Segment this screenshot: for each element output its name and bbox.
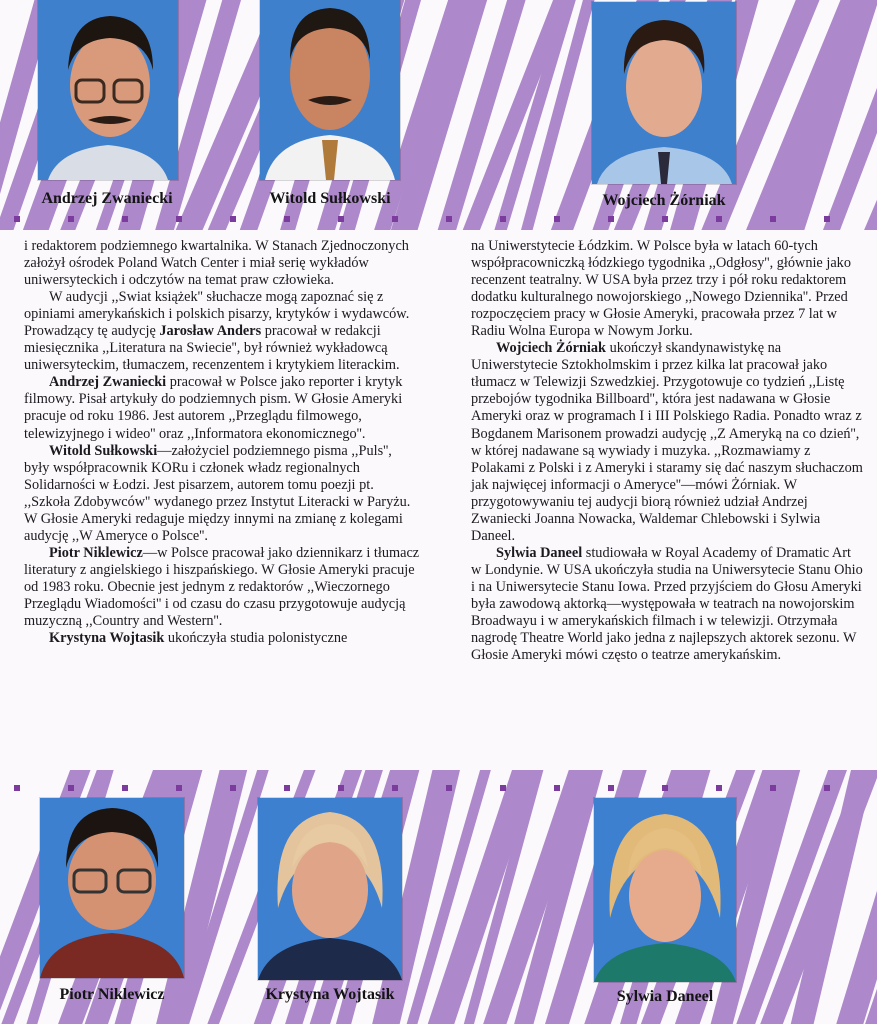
divider-dot bbox=[392, 785, 398, 791]
paragraph: W audycji ,,Swiat książek'' słuchacze mogą zapoznać się z opiniami amerykańskich i polskich pisarzy, krytyków i wydawców. Prowadzący tę audycję Jarosław Anders pracował w redakcji miesięcznika ,,Literatura na Swiecie'', był również wykładowcą uniwersyteckim, tłumaczem, recenzentem i krytykiem literackim. bbox=[24, 289, 410, 374]
caption-witold-sulkowski: Witold Sułkowski bbox=[269, 190, 391, 207]
person-name: Sylwia Daneel bbox=[496, 544, 583, 561]
divider-dot bbox=[122, 785, 128, 791]
divider-dots-top bbox=[0, 216, 877, 226]
paragraph: Krystyna Wojtasik ukończyła studia polonistyczne bbox=[49, 630, 348, 647]
divider-dot bbox=[824, 216, 830, 222]
divider-dot bbox=[284, 216, 290, 222]
divider-dot bbox=[662, 216, 668, 222]
photo-witold-sulkowski bbox=[260, 0, 400, 180]
divider-dot bbox=[770, 785, 776, 791]
paragraph: i redaktorem podziemnego kwartalnika. W Stanach Zjednoczonych założył ośrodek Poland Watch Center i miał serię wykładów uniwersyteckich i odczytów na temat praw człowieka. bbox=[24, 238, 409, 289]
divider-dot bbox=[608, 785, 614, 791]
divider-dot bbox=[500, 216, 506, 222]
paragraph: Piotr Niklewicz—w Polsce pracował jako dziennikarz i tłumacz literatury z angielskiego i hiszpańskiego. W Głosie Ameryki pracuje od 1983 roku. Obecnie jest jednym z redaktorów ,,Wieczornego Przeglądu Wiadomości'' i od czasu do czasu przygotowuje audycją muzyczną ,,Country and Western''. bbox=[24, 544, 420, 630]
caption-andrzej-zwaniecki: Andrzej Zwaniecki bbox=[41, 190, 173, 207]
divider-dot bbox=[176, 785, 182, 791]
paragraph: Sylwia Daneel studiowała w Royal Academy of Dramatic Art w Londynie. W USA ukończyła studia na Uniwersytecie Stanu Ohio i na Uniwersytecie Stanu Iowa. Przed przyjściem do Głosu Ameryki była zawodową aktorką—występowała w teatrach na nowojorskim Broadwayu i w amerykańskich filmach i w telewizji. Otrzymała nagrodę Theatre World jako jedna z najlepszych aktorek sezonu. W Głosie Ameryki mówi często o teatrze amerykańskim. bbox=[471, 544, 863, 664]
divider-dot bbox=[14, 785, 20, 791]
divider-dot bbox=[446, 216, 452, 222]
person-name: Krystyna Wojtasik bbox=[49, 630, 165, 647]
divider-dot bbox=[770, 216, 776, 222]
divider-dot bbox=[554, 216, 560, 222]
divider-dot bbox=[122, 216, 128, 222]
divider-dot bbox=[716, 216, 722, 222]
article-left-column bbox=[24, 238, 420, 647]
divider-dots-bottom bbox=[0, 785, 877, 795]
caption-piotr-niklewicz: Piotr Niklewicz bbox=[59, 986, 165, 1003]
photo-wojciech-zorniak bbox=[592, 2, 736, 184]
person-name: Andrzej Zwaniecki bbox=[49, 374, 167, 391]
person-name: Witold Sułkowski bbox=[49, 442, 158, 459]
divider-dot bbox=[14, 216, 20, 222]
paragraph: Andrzej Zwaniecki pracował w Polsce jako reporter i krytyk filmowy. Pisał artykuły do podziemnych pism. W Głosie Ameryki pracuje od roku 1986. Jest autorem ,,Przeglądu filmowego, telewizyjnego i wideo'' oraz ,,Informatora ekonomicznego''. bbox=[24, 374, 403, 442]
divider-dot bbox=[716, 785, 722, 791]
divider-dot bbox=[338, 785, 344, 791]
photo-sylwia-daneel bbox=[594, 798, 736, 982]
divider-dot bbox=[446, 785, 452, 791]
article-right-column bbox=[471, 238, 863, 664]
caption-wojciech-zorniak: Wojciech Żórniak bbox=[602, 192, 726, 209]
person-name: Piotr Niklewicz bbox=[49, 544, 143, 561]
caption-krystyna-wojtasik: Krystyna Wojtasik bbox=[265, 986, 395, 1003]
divider-dot bbox=[338, 216, 344, 222]
photo-andrzej-zwaniecki bbox=[38, 0, 178, 180]
divider-dot bbox=[284, 785, 290, 791]
divider-dot bbox=[68, 216, 74, 222]
paragraph: na Uniwerstytecie Łódzkim. W Polsce była w latach 60-tych współpracowniczką łódzkiego tygodnika ,,Odgłosy'', głównie jako recenzent teatralny. W USA była przez trzy i pół roku redaktorem dodatku kulturalnego nowojorskiego ,,Nowego Dziennika''. Przed rozpoczęciem pracy w Głosie Ameryki, pracowała przez 7 lat w Radiu Wolna Europa w Nowym Jorku. bbox=[471, 238, 851, 340]
divider-dot bbox=[230, 216, 236, 222]
caption-sylwia-daneel: Sylwia Daneel bbox=[616, 988, 714, 1005]
divider-dot bbox=[68, 785, 74, 791]
divider-dot bbox=[230, 785, 236, 791]
photo-piotr-niklewicz bbox=[40, 798, 184, 978]
divider-dot bbox=[176, 216, 182, 222]
paragraph: Witold Sułkowski—założyciel podziemnego pisma ,,Puls'', były współpracownik KORu i członek władz regionalnych Solidarności w Łodzi. Jest pisarzem, autorem tomu poezji pt. ,,Szkoła Zdobywców'' wydanego przez Instytut Literacki w Paryżu. W Głosie Ameryki redaguje między innymi na zmianę z kolegami audycję ,,W Ameryce o Polsce''. bbox=[24, 442, 411, 544]
person-name: Wojciech Żórniak bbox=[496, 340, 607, 357]
divider-dot bbox=[392, 216, 398, 222]
divider-dot bbox=[500, 785, 506, 791]
divider-dot bbox=[554, 785, 560, 791]
divider-dot bbox=[662, 785, 668, 791]
photo-krystyna-wojtasik bbox=[258, 798, 402, 980]
person-name: Jarosław Anders bbox=[159, 323, 262, 340]
divider-dot bbox=[608, 216, 614, 222]
paragraph: Wojciech Żórniak ukończył skandynawistykę na Uniwerstytecie Sztokholmskim i przez kilka lat pracował jako tłumacz w Telewizji Szwedzkiej. Przygotowuje co tydzień ,,Listę przebojów tygodnika Billboard'', która jest nadawana w Głosie Ameryki oraz w programach I i III Polskiego Radia. Ponadto wraz z Bogdanem Marisonem prowadzi audycję ,,Z Ameryką na co dzień'', w której nadawane są wywiady i muzyka. ,,Rozmawiamy z Polakami z Polski i z Ameryki i staramy się dać naszym słuchaczom jak najwięcej informacji o Ameryce''—mówi Żórniak. W przygotowywaniu tej audycji biorą również udział Andrzej Zwaniecki Joanna Nowacka, Waldemar Chlebowski i Sylwia Daneel. bbox=[471, 340, 863, 544]
divider-dot bbox=[824, 785, 830, 791]
